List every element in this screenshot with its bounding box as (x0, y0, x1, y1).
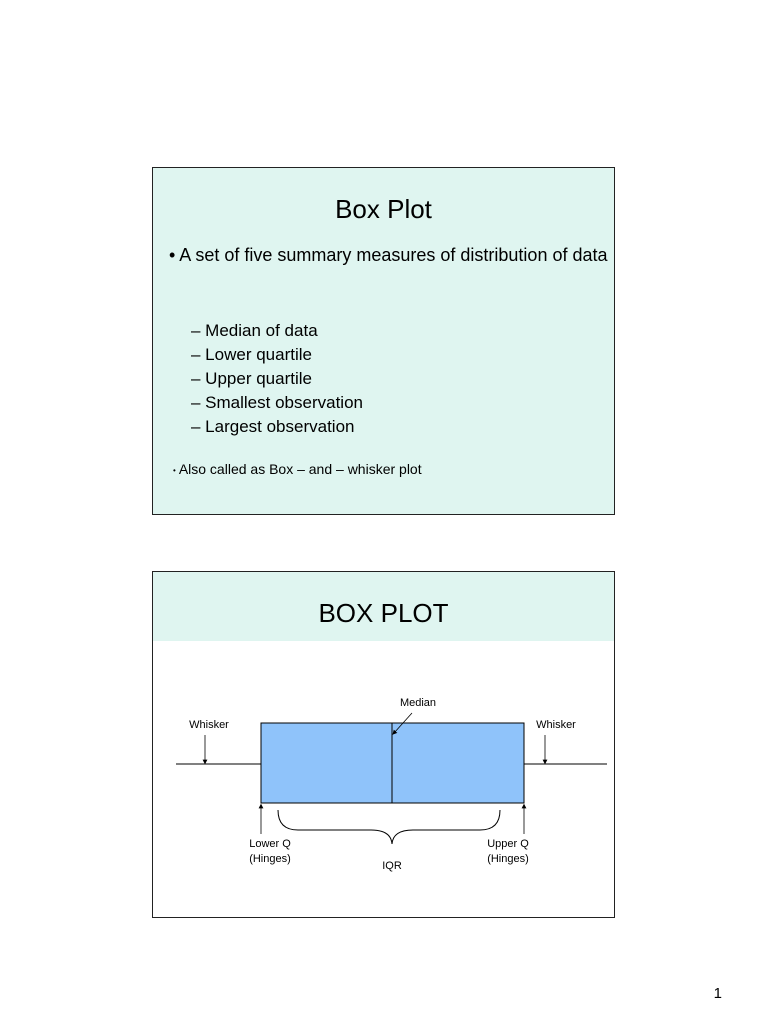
slide-title: Box Plot (335, 194, 432, 224)
slide-box-plot-definition (152, 167, 615, 515)
whisker-right-label: Whisker (536, 719, 576, 731)
small-bullet (173, 461, 422, 477)
iqr-brace (278, 810, 500, 844)
upper-q-hinges-label: (Hinges) (487, 853, 529, 865)
bullet-dot-icon: • (173, 465, 176, 475)
summary-measures-list (191, 319, 363, 439)
iqr-label: IQR (382, 860, 402, 872)
list-item: – Upper quartile (191, 369, 312, 388)
page-number: 1 (713, 985, 722, 1002)
list-item: – Smallest observation (191, 393, 363, 412)
list-item: – Largest observation (191, 417, 355, 436)
list-item: – Median of data (191, 321, 318, 340)
whisker-left-label: Whisker (189, 719, 229, 731)
main-bullet: • A set of five summary measures of distribution of data (169, 245, 608, 265)
small-bullet-text: Also called as Box – and – whisker plot (178, 461, 422, 477)
lower-q-hinges-label: (Hinges) (249, 853, 291, 865)
slide-title: BOX PLOT (318, 598, 449, 628)
upper-q-label: Upper Q (487, 838, 529, 850)
box-plot-diagram (153, 572, 614, 917)
median-label: Median (399, 697, 437, 709)
lower-q-label: Lower Q (249, 838, 291, 850)
list-item: – Lower quartile (191, 345, 312, 364)
slide-box-plot-diagram (152, 571, 615, 918)
